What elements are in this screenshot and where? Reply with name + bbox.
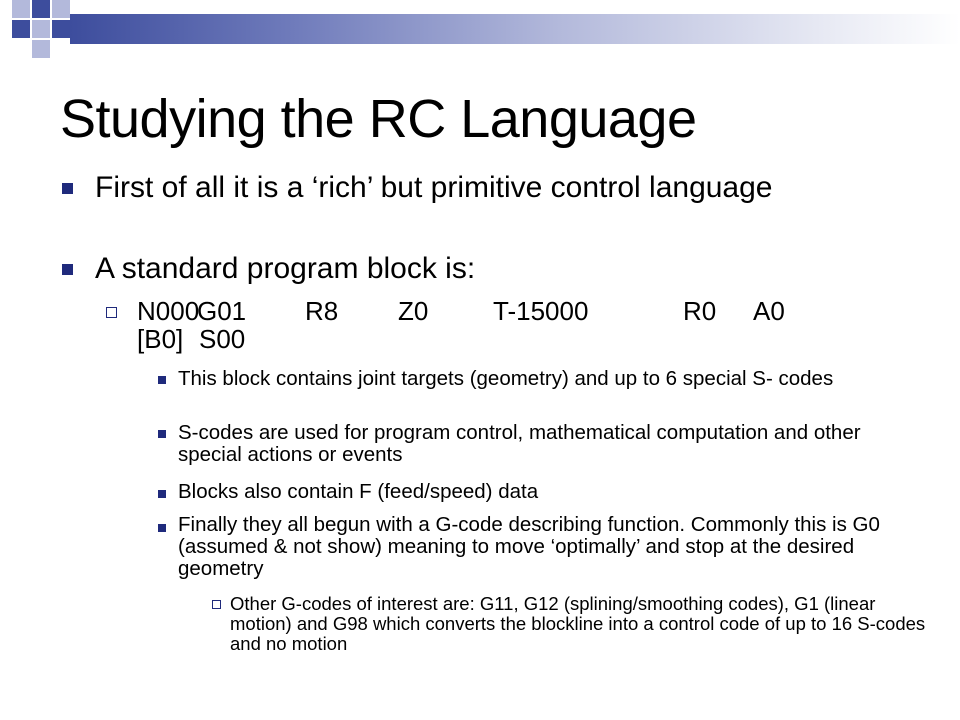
- sub-bullet-item: S-codes are used for program control, mathematical computation and other special actions or events: [178, 421, 861, 466]
- bullet-item: First of all it is a ‘rich’ but primitive control language: [95, 171, 773, 204]
- bullet-marker: [158, 490, 166, 498]
- code-token: R0: [683, 296, 717, 326]
- header-gradient-band: [70, 14, 960, 44]
- code-token: [B0]: [137, 324, 184, 354]
- hollow-square-marker: [212, 600, 221, 609]
- program-block-code: [137, 297, 897, 353]
- sub-sub-bullet-item: Other G-codes of interest are: G11, G12 (splining/smoothing codes), G1 (linear motion) and G98 which converts the blockline into a control code of up to 16 S-codes and no motion: [230, 593, 926, 654]
- code-token: A0: [753, 296, 785, 326]
- code-token: R8: [305, 296, 339, 326]
- sub-bullet-item: Blocks also contain F (feed/speed) data: [178, 480, 539, 503]
- bullet-marker: [62, 183, 73, 194]
- code-token: Z0: [398, 296, 429, 326]
- deco-square: [52, 20, 70, 38]
- sub-bullet-item: Finally they all begun with a G-code describing function. Commonly this is G0 (assumed & not show) meaning to move ‘optimally’ and stop at the desired geometry: [178, 513, 880, 580]
- deco-square: [32, 20, 50, 38]
- code-token: S00: [199, 324, 246, 354]
- code-token: G01: [197, 296, 247, 326]
- bullet-marker: [62, 264, 73, 275]
- deco-square: [12, 0, 30, 18]
- bullet-marker: [158, 376, 166, 384]
- slide-title: Studying the RC Language: [60, 89, 697, 149]
- sub-bullet-item: This block contains joint targets (geometry) and up to 6 special S- codes: [178, 367, 834, 390]
- deco-square: [32, 0, 50, 18]
- code-token: T-15000: [493, 296, 589, 326]
- bullet-marker: [158, 524, 166, 532]
- deco-square: [32, 40, 50, 58]
- deco-square: [12, 20, 30, 38]
- code-token: N000: [137, 296, 200, 326]
- bullet-item: A standard program block is:: [95, 252, 476, 285]
- deco-square: [52, 0, 70, 18]
- bullet-marker: [158, 430, 166, 438]
- hollow-square-marker: [106, 307, 117, 318]
